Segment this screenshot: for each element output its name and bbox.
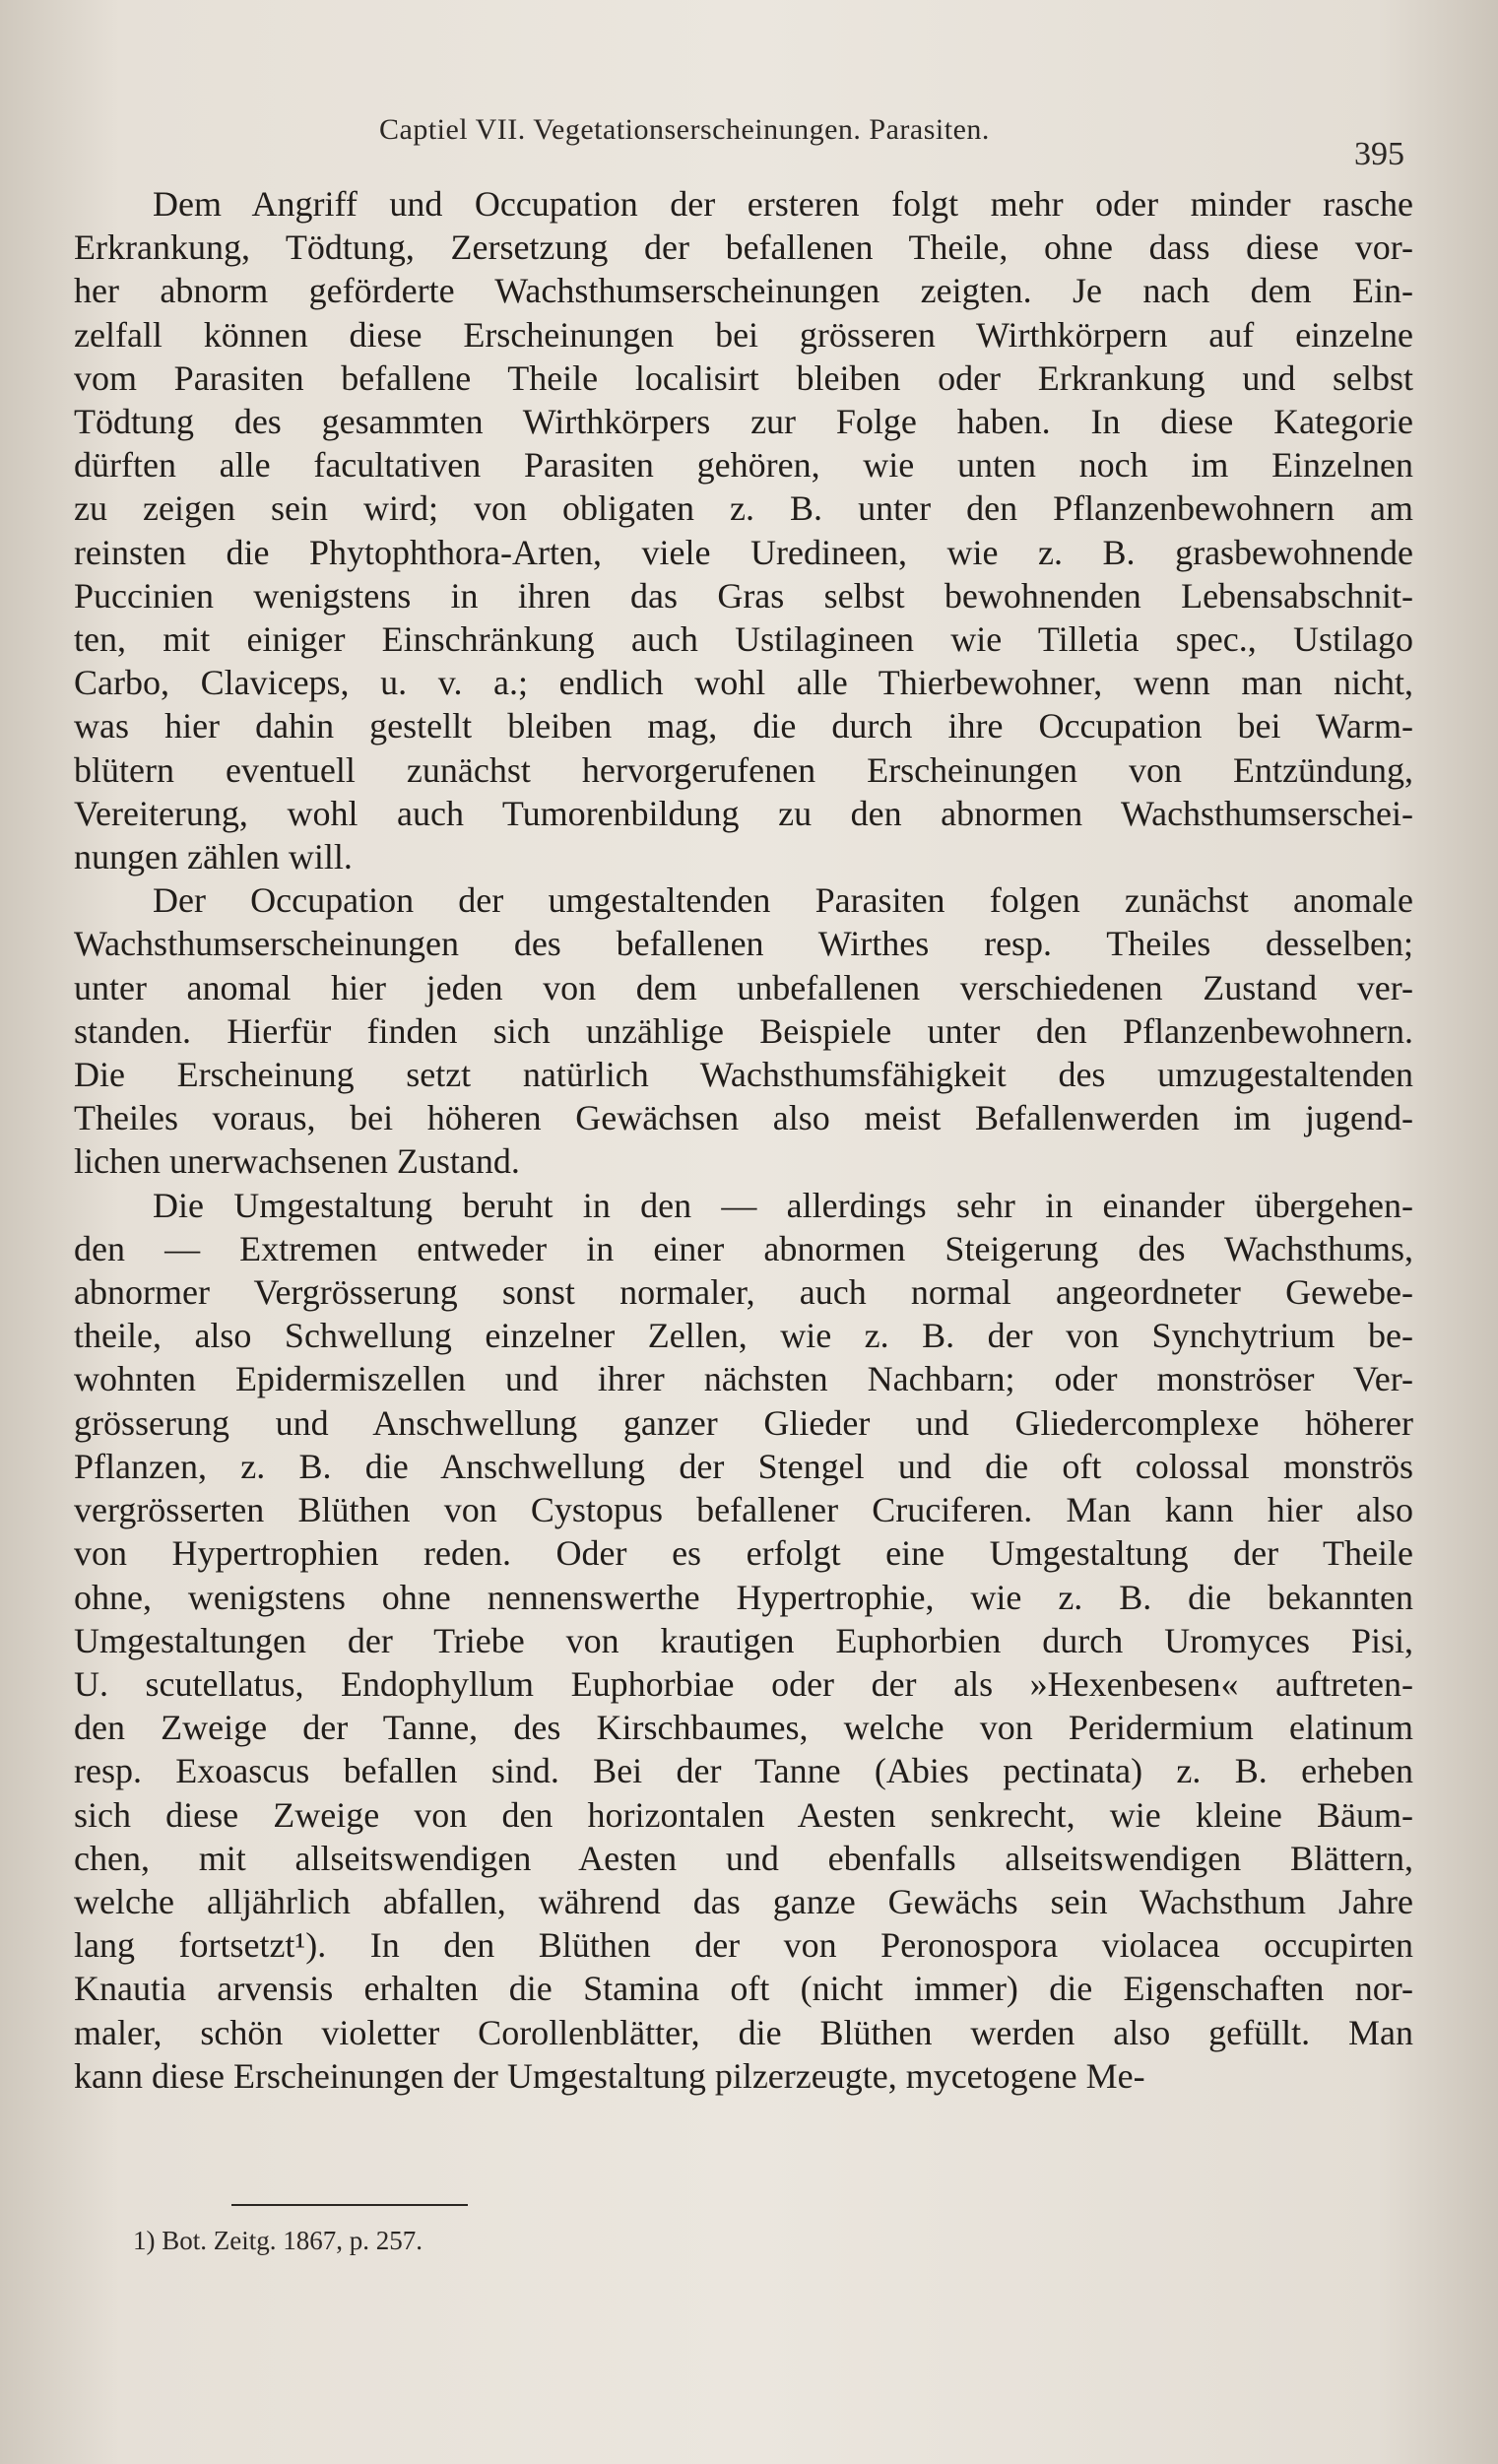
text-line: dürften alle facultativen Parasiten gehören, wie unten noch im Einzelnen bbox=[74, 445, 1413, 486]
text-line: U. scutellatus, Endophyllum Euphorbiae oder der als »Hexenbesen« auftreten- bbox=[74, 1663, 1413, 1704]
text-line: den — Extremen entweder in einer abnormen Steigerung des Wachsthums, bbox=[74, 1228, 1413, 1268]
running-header: Captiel VII. Vegetationserscheinungen. Parasiten. bbox=[379, 113, 990, 146]
footnote-rule bbox=[231, 2204, 468, 2206]
text-line: wohnten Epidermiszellen und ihrer nächsten Nachbarn; oder monströser Ver- bbox=[74, 1359, 1413, 1399]
text-line: Theiles voraus, bei höheren Gewächsen also meist Befallenwerden im jugend- bbox=[74, 1098, 1413, 1138]
paragraph bbox=[74, 878, 1413, 1183]
text-line: blütern eventuell zunächst hervorgerufenen Erscheinungen von Entzündung, bbox=[74, 749, 1413, 790]
text-line: Pflanzen, z. B. die Anschwellung der Stengel und die oft colossal monströs bbox=[74, 1446, 1413, 1486]
text-line: lichen unerwachsenen Zustand. bbox=[74, 1141, 520, 1182]
text-line: grösserung und Anschwellung ganzer Glieder und Gliedercomplexe höherer bbox=[74, 1402, 1413, 1443]
text-line: Dem Angriff und Occupation der ersteren folgt mehr oder minder rasche bbox=[153, 184, 1413, 224]
text-line: maler, schön violetter Corollenblätter, die Blüthen werden also gefüllt. Man bbox=[74, 2012, 1413, 2052]
page-number: 395 bbox=[1354, 136, 1404, 172]
text-line: nungen zählen will. bbox=[74, 837, 353, 877]
text-line: Knautia arvensis erhalten die Stamina oft (nicht immer) die Eigenschaften nor- bbox=[74, 1969, 1413, 2009]
text-line: ten, mit einiger Einschränkung auch Ustilagineen wie Tilletia spec., Ustilago bbox=[74, 619, 1413, 660]
text-line: Vereiterung, wohl auch Tumorenbildung zu den abnormen Wachsthumserschei- bbox=[74, 793, 1413, 833]
text-line: zu zeigen sein wird; von obligaten z. B. unter den Pflanzenbewohnern am bbox=[74, 488, 1413, 529]
text-line: Wachsthumserscheinungen des befallenen Wirthes resp. Theiles desselben; bbox=[74, 924, 1413, 964]
text-line: Der Occupation der umgestaltenden Parasiten folgen zunächst anomale bbox=[153, 880, 1413, 921]
text-line: her abnorm geförderte Wachsthumserscheinungen zeigten. Je nach dem Ein- bbox=[74, 271, 1413, 311]
text-line: Die Umgestaltung beruht in den — allerdings sehr in einander übergehen- bbox=[153, 1185, 1413, 1225]
text-line: Erkrankung, Tödtung, Zersetzung der befallenen Theile, ohne dass diese vor- bbox=[74, 227, 1413, 268]
text-line: Die Erscheinung setzt natürlich Wachsthumsfähigkeit des umzugestaltenden bbox=[74, 1055, 1413, 1095]
text-line: unter anomal hier jeden von dem unbefallenen verschiedenen Zustand ver- bbox=[74, 967, 1413, 1007]
body-text bbox=[74, 182, 1413, 2098]
text-line: sich diese Zweige von den horizontalen Aesten senkrecht, wie kleine Bäum- bbox=[74, 1794, 1413, 1835]
text-line: ohne, wenigstens ohne nennenswerthe Hypertrophie, wie z. B. die bekannten bbox=[74, 1577, 1413, 1617]
text-line: vergrösserten Blüthen von Cystopus befallener Cruciferen. Man kann hier also bbox=[74, 1490, 1413, 1530]
text-line: kann diese Erscheinungen der Umgestaltung pilzerzeugte, mycetogene Me- bbox=[74, 2055, 1145, 2096]
text-line: den Zweige der Tanne, des Kirschbaumes, welche von Peridermium elatinum bbox=[74, 1708, 1413, 1748]
text-line: standen. Hierfür finden sich unzählige Beispiele unter den Pflanzenbewohnern. bbox=[74, 1010, 1413, 1051]
paragraph bbox=[74, 1184, 1413, 2098]
text-line: Puccinien wenigstens in ihren das Gras selbst bewohnenden Lebensabschnit- bbox=[74, 575, 1413, 616]
text-line: welche alljährlich abfallen, während das ganze Gewächs sein Wachsthum Jahre bbox=[74, 1881, 1413, 1921]
text-line: Carbo, Claviceps, u. v. a.; endlich wohl alle Thierbewohner, wenn man nicht, bbox=[74, 663, 1413, 703]
text-line: abnormer Vergrösserung sonst normaler, auch normal angeordneter Gewebe- bbox=[74, 1272, 1413, 1313]
text-line: lang fortsetzt¹). In den Blüthen der von Peronospora violacea occupirten bbox=[74, 1925, 1413, 1966]
text-line: von Hypertrophien reden. Oder es erfolgt eine Umgestaltung der Theile bbox=[74, 1533, 1413, 1574]
text-line: vom Parasiten befallene Theile localisirt bleiben oder Erkrankung und selbst bbox=[74, 357, 1413, 398]
footnote: 1) Bot. Zeitg. 1867, p. 257. bbox=[133, 2226, 423, 2255]
text-line: chen, mit allseitswendigen Aesten und ebenfalls allseitswendigen Blättern, bbox=[74, 1838, 1413, 1878]
text-line: Tödtung des gesammten Wirthkörpers zur Folge haben. In diese Kategorie bbox=[74, 402, 1413, 442]
text-line: zelfall können diese Erscheinungen bei grösseren Wirthkörpern auf einzelne bbox=[74, 314, 1413, 355]
text-line: theile, also Schwellung einzelner Zellen, wie z. B. der von Synchytrium be- bbox=[74, 1316, 1413, 1356]
text-line: reinsten die Phytophthora-Arten, viele Uredineen, wie z. B. grasbewohnende bbox=[74, 532, 1413, 572]
paragraph bbox=[74, 182, 1413, 878]
text-line: resp. Exoascus befallen sind. Bei der Tanne (Abies pectinata) z. B. erheben bbox=[74, 1751, 1413, 1791]
text-line: was hier dahin gestellt bleiben mag, die durch ihre Occupation bei Warm- bbox=[74, 706, 1413, 746]
text-line: Umgestaltungen der Triebe von krautigen Euphorbien durch Uromyces Pisi, bbox=[74, 1620, 1413, 1660]
